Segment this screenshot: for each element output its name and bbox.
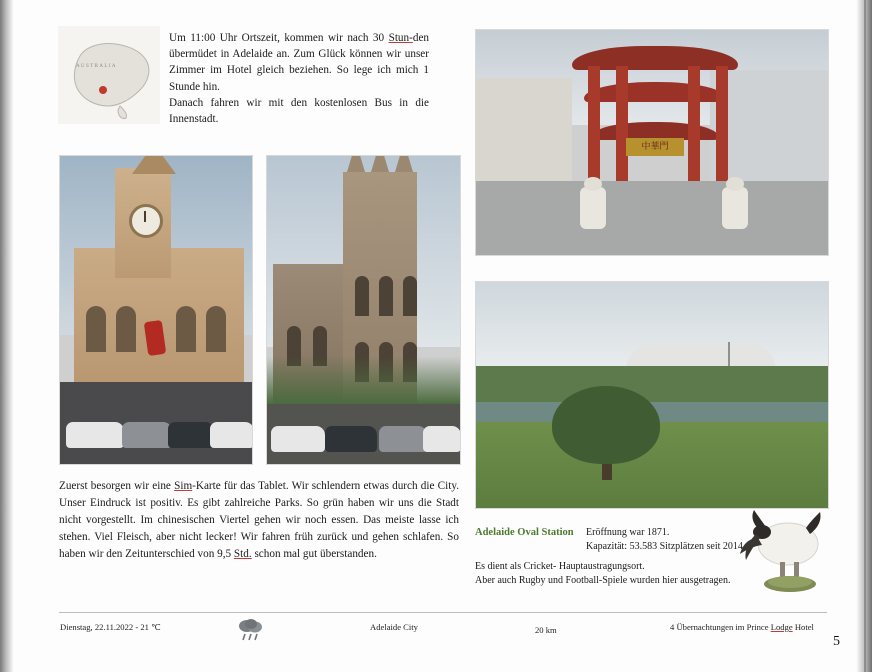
footer-date: Dienstag, 22.11.2022 - 21 ℃ xyxy=(60,622,161,632)
page-sheet xyxy=(14,0,856,672)
intro-part-b: den übermüdet in Adelaide an. Zum Glück können wir unser Zimmer im Hotel gleich beziehen. So lege ich mich 1 Stunde hin. xyxy=(169,32,429,93)
tower-pinnacle xyxy=(347,155,365,172)
guardian-lion-statue xyxy=(722,187,748,229)
footer-hotel xyxy=(670,622,814,632)
body-paragraph xyxy=(59,478,459,563)
body-part-a: Zuerst besorgen wir eine xyxy=(59,480,175,492)
caption-line-4: Aber auch Rugby und Football-Spiele wurden hier ausgetragen. xyxy=(475,575,731,586)
footer-hotel-underlined: Lodge xyxy=(770,622,793,632)
caption-line-2: Kapazität: 53.583 Sitzplätzen seit 2014 xyxy=(586,541,743,552)
parked-car xyxy=(66,422,124,448)
caption-title: Adelaide Oval Station xyxy=(475,527,574,538)
facade-window xyxy=(206,306,226,352)
guardian-lion-statue xyxy=(580,187,606,229)
australia-map-icon xyxy=(58,26,160,124)
parked-car xyxy=(168,422,214,448)
gothic-window xyxy=(355,276,369,316)
parked-car xyxy=(271,426,325,452)
intro-last-line: Danach fahren wir mit den kostenlosen Bus in die Innenstadt. xyxy=(169,96,429,126)
page-number: 5 xyxy=(833,634,840,649)
rain-cloud-icon xyxy=(236,616,266,642)
large-tree xyxy=(552,386,660,464)
gate-plaque: 中華門 xyxy=(626,138,684,156)
photo-adelaide-oval xyxy=(475,281,829,509)
intro-line-block xyxy=(169,30,429,95)
body-underlined-sim: Sim xyxy=(174,480,193,492)
town-hall-spire xyxy=(132,155,176,174)
facade-window xyxy=(116,306,136,352)
footer-distance: 20 km xyxy=(535,625,557,635)
body-part-c: schon mal gut überstanden. xyxy=(251,548,377,560)
page-edge-left xyxy=(0,0,14,672)
body-underlined-std: Std. xyxy=(233,548,252,560)
tower-pinnacle xyxy=(395,155,413,172)
intro-paragraph xyxy=(169,30,429,127)
tower-pinnacle xyxy=(371,155,389,172)
footer-city: Adelaide City xyxy=(370,622,418,632)
caption-line-3: Es dient als Cricket- Hauptaustragungsort. xyxy=(475,561,645,572)
footer-hotel-b: Hotel xyxy=(792,622,814,632)
intro-underlined-word: Stun- xyxy=(388,32,413,44)
photo-adelaide-town-hall xyxy=(59,155,253,465)
parked-car xyxy=(325,426,377,452)
foreground-trees xyxy=(267,356,460,404)
gothic-window xyxy=(403,276,417,316)
tree-line xyxy=(476,366,828,404)
clock-icon xyxy=(129,204,163,238)
caption-line-1: Eröffnung war 1871. xyxy=(586,527,670,538)
gothic-window xyxy=(379,276,393,316)
facade-window xyxy=(86,306,106,352)
parked-car xyxy=(423,426,461,452)
facade-window xyxy=(176,306,196,352)
parked-car xyxy=(210,422,253,448)
body-part-b: -Karte für das Tablet. Wir schlendern etwas durch die City. Unser Eindruck ist positiv. Es gibt zahlreiche Parks. So grün haben wir uns die Stadt nicht vorgestellt. Im chinesischen Viertel gehen wir noch essen. Das meiste lasse ich stehen. Viel Fleisch, aber nicht lecker! Wir fahren früh zurück und gehen schlafen. So haben wir den Zeitunterschied von 9,5 xyxy=(59,480,460,560)
photo-cathedral xyxy=(266,155,461,465)
page-edge-line xyxy=(864,0,866,672)
photo-pavement xyxy=(476,181,828,255)
parked-car xyxy=(122,422,172,448)
photo-chinatown-gate xyxy=(475,29,829,256)
parked-car xyxy=(379,426,427,452)
intro-part-a: Um 11:00 Uhr Ortszeit, kommen wir nach 30 xyxy=(169,32,389,44)
footer-hotel-a: 4 Übernachtungen im Prince xyxy=(670,622,771,632)
ibis-bird-photo xyxy=(732,498,836,596)
body-paragraph-line xyxy=(59,478,459,563)
footer-divider xyxy=(59,612,827,613)
map-label: AUSTRALIA xyxy=(76,64,117,69)
